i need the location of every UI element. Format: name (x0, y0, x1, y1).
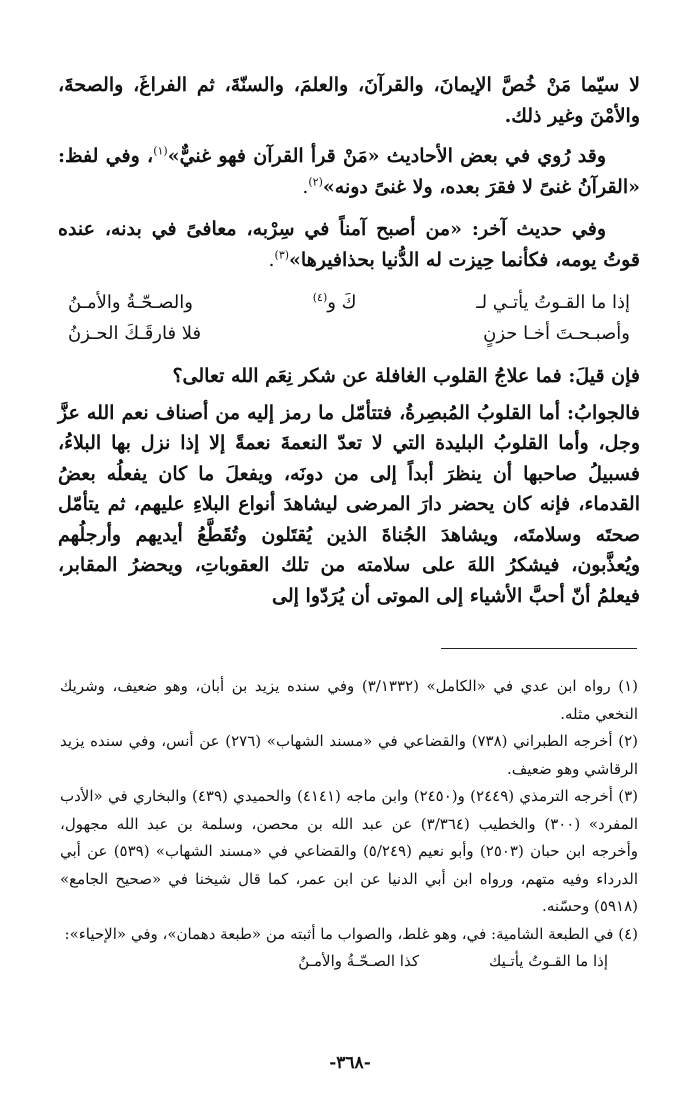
footnote-ref-2[interactable]: (٢) (308, 175, 323, 189)
poem-verse (68, 287, 630, 349)
verse-2-hemistich-a: وأصبـحـتَ أخـا حزنٍ (483, 323, 630, 344)
hadith-quote-1: «مَنْ قرأ القرآن فهو غنيٌّ» (167, 145, 380, 167)
footnote-4-verse-b: كذا الصـحّـةُ والأمـنُ (298, 952, 419, 970)
footnote-4: (٤) في الطبعة الشامية: في، وهو غلط، والصواب ما أثبته من «طبعة دهمان»، وفي «الإحياء»: (64, 924, 638, 943)
footnote-ref-3[interactable]: (٣) (274, 248, 290, 262)
footnote-4-verse (60, 948, 608, 976)
hadith-quote-2: «القرآنُ غنىً لا فقرَ بعده، ولا غنىً دونه» (322, 175, 640, 198)
footnote-2: (٢) أخرجه الطبراني (٧٣٨) والقضاعي في «مسند الشهاب» (٢٧٦) عن أنس، وفي سنده يزيد الرقاشي وهو ضعيف. (60, 732, 638, 778)
verse-1-word: كَ و (327, 292, 357, 313)
verse-line-2 (68, 318, 630, 349)
verse-line-1 (68, 287, 630, 318)
question-paragraph: فإن قيلَ: فما علاجُ القلوب الغافلة عن شكر نِعَم الله تعالى؟ (172, 365, 640, 387)
verse-2-hemistich-b: فلا فارقَـكَ الحـزنُ (68, 323, 202, 344)
footnote-divider (441, 648, 637, 649)
paragraph-2-intro: وقد رُوي في بعض الأحاديث (379, 145, 606, 167)
paragraph-1: لا سيّما مَنْ خُصَّ الإيمانَ، والقرآنَ، والعلمَ، والسنّةَ، ثم الفراغَ، والصحةَ، والأمْنَ وغير ذلك. (58, 74, 640, 127)
paragraph-2-mid: ، وفي لفظ: (58, 145, 154, 167)
answer-label: فالجوابُ: (559, 401, 640, 424)
paragraph-3-end: . (268, 248, 275, 271)
footnote-3: (٣) أخرجه الترمذي (٢٤٤٩) و(٢٤٥٠) وابن ماجه (٤١٤١) والحميدي (٤٣٩) والبخاري في «الأدب المفرد» (٣٠٠) والخطيب (٣/٣٦٤) عن عبد الله بن محصن، وسلمة بن عبد الله مجهول، وأخرجه ابن حبان (٢٥٠٣) وأبو نعيم (٥/٢٤٩) والقضاعي في «مسند الشهاب» (٥٣٩) عن أبي الدرداء وفيه متهم، ورواه ابن أبي الدنيا عن ابن عمر، كما قال شيخنا في «صحيح الجامع» (٥٩١٨) وحسّنه. (60, 787, 639, 915)
footnote-ref-1[interactable]: (١) (153, 144, 168, 158)
answer-paragraph (58, 398, 640, 612)
footnotes (60, 673, 638, 976)
paragraph-3-intro: وفي حديث آخر: (461, 218, 607, 240)
paragraph-3 (58, 214, 640, 275)
answer-bold-text: أما القلوبُ المُبصِرةُ، فتتأمّل ما رمز إليه من أصناف نعم الله عزَّ وجل، وأما القلوبُ البليدة التي لا تعدّ النعمةَ نعمةً إلا إذا نزل بها البلاءُ، (58, 401, 640, 454)
footnote-4-verse-a: إذا ما القـوتُ يأتـيك (489, 952, 608, 970)
hadith-quote-3: «من أصبح آمناً في سِرْبه، معافىً في بدنه، عنده قوتُ يومه، فكأنما حِيزت له الدُّنيا بحذافيرها» (58, 218, 640, 271)
main-text (58, 70, 640, 611)
paragraph-2-end: . (302, 175, 309, 198)
verse-1-hemistich-c: والصـحّـةُ والأمـنُ (68, 292, 193, 313)
answer-text: فسبيلُ صاحبها أن ينظرَ أبداً إلى من دونَه، ويفعلَ ما كان يفعلُه بعضُ القدماء، فإنه كان يحضر دارَ المرضى ليشاهدَ أنواع البلاءِ عليهم، ثم يتأمّل صحتَه وسلامتَه، ويشاهدَ الجُناةَ الذين يُقتَلون وتُقَطَّعُ أيديهم وأرجلُهم ويُعذَّبون، فيشكرُ اللهَ على سلامته من تلك العقوباتِ، ويحضرُ المقابر، فيعلمُ أنّ أحبَّ الأشياء إلى الموتى أن يُرَدّوا إلى (58, 462, 640, 607)
footnote-ref-4[interactable]: (٤) (312, 291, 328, 304)
paragraph-2 (58, 141, 640, 202)
footnote-1: (١) رواه ابن عدي في «الكامل» (٣/١٣٣٢) وفي سنده يزيد بن أبان، وهو ضعيف، وشريك النخعي مثله. (60, 677, 638, 723)
verse-1-hemistich-a: إذا ما القـوتُ يأتـي لـ (476, 292, 630, 313)
verse-1-hemistich-b (313, 287, 357, 318)
page-number: -٣٦٨- (329, 1053, 371, 1073)
